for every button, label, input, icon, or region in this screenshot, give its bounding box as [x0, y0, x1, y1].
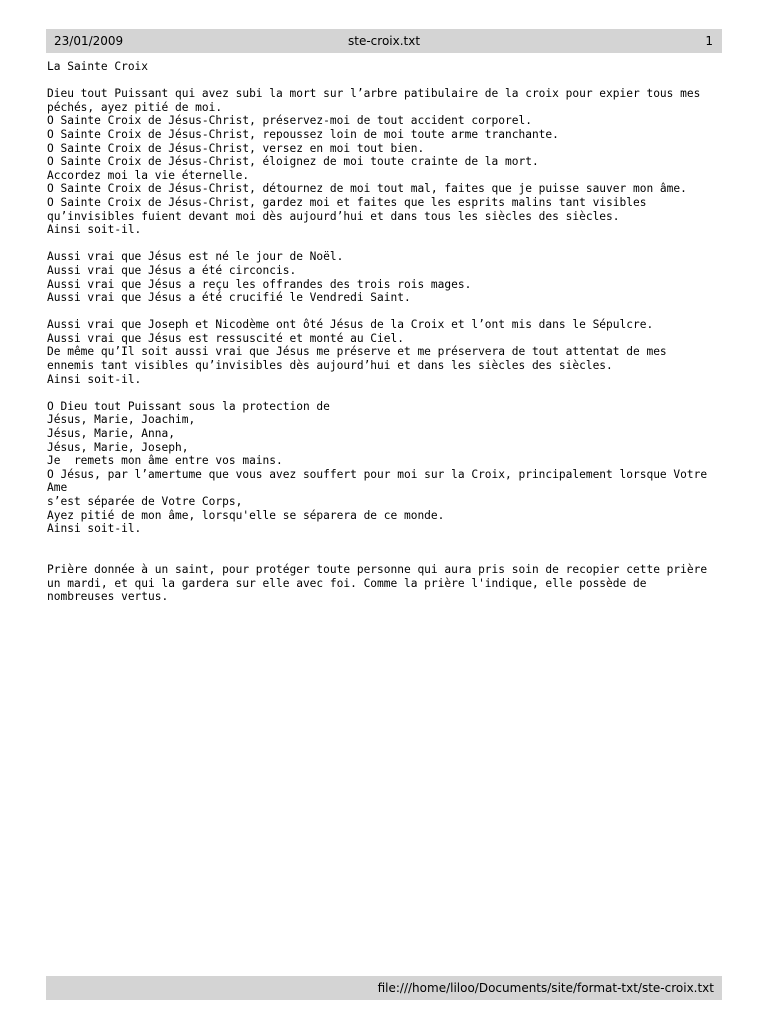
text-line: Aussi vrai que Jésus a été crucifié le Vendredi Saint.	[47, 291, 411, 305]
blank-line	[47, 549, 727, 563]
text-line: O Sainte Croix de Jésus-Christ, repoussez loin de moi toute arme tranchante.	[47, 127, 559, 141]
paragraph-aussi-vrai-1	[47, 250, 727, 304]
text-line: nombreuses vertus.	[47, 590, 169, 604]
paragraph-prayer-cross	[47, 87, 727, 237]
paragraph-protection	[47, 400, 727, 536]
paragraph-aussi-vrai-2	[47, 318, 727, 386]
text-line: ennemis tant visibles qu’invisibles dès aujourd’hui et dans les siècles des siècles.	[47, 359, 613, 373]
text-line: Aussi vrai que Jésus est né le jour de Noël.	[47, 250, 344, 264]
text-line: Aussi vrai que Jésus est ressuscité et monté au Ciel.	[47, 331, 404, 345]
text-line: O Sainte Croix de Jésus-Christ, versez en moi tout bien.	[47, 141, 425, 155]
blank-line	[47, 74, 727, 88]
header-page-number: 1	[705, 34, 713, 48]
print-footer	[46, 976, 722, 1000]
text-line: O Jésus, par l’amertume que vous avez souffert pour moi sur la Croix, principalement lorsque Votre	[47, 467, 708, 481]
text-line: Jésus, Marie, Anna,	[47, 427, 175, 441]
document-title: La Sainte Croix	[47, 60, 149, 73]
text-line: Aussi vrai que Joseph et Nicodème ont ôté Jésus de la Croix et l’ont mis dans le Sépulcre.	[47, 318, 654, 332]
text-line: O Sainte Croix de Jésus-Christ, éloignez de moi toute crainte de la mort.	[47, 155, 539, 169]
blank-line	[47, 305, 727, 319]
text-line: s’est séparée de Votre Corps,	[47, 495, 243, 508]
text-line: Jésus, Marie, Joachim,	[47, 413, 196, 427]
text-line: Aussi vrai que Jésus a reçu les offrandes des trois rois mages.	[47, 277, 472, 291]
text-line: qu’invisibles fuient devant moi dès aujourd’hui et dans tous les siècles des siècles.	[47, 209, 620, 223]
text-line: Accordez moi la vie éternelle.	[47, 168, 250, 182]
text-line: O Sainte Croix de Jésus-Christ, détournez de moi tout mal, faites que je puisse sauver mon âme.	[47, 182, 687, 196]
text-line: Ainsi soit-il.	[47, 372, 142, 386]
document-body	[47, 60, 727, 604]
text-line: Ame	[47, 481, 68, 495]
text-line: Jésus, Marie, Joseph,	[47, 440, 189, 454]
text-line: O Sainte Croix de Jésus-Christ, gardez moi et faites que les esprits malins tant visibles	[47, 195, 647, 209]
text-line: De même qu’Il soit aussi vrai que Jésus me préserve et me préservera de tout attentat de mes	[47, 345, 667, 359]
blank-line	[47, 536, 727, 550]
header-filename: ste-croix.txt	[348, 34, 421, 48]
text-line: O Dieu tout Puissant sous la protection de	[47, 399, 330, 413]
blank-line	[47, 386, 727, 400]
blank-line	[47, 237, 727, 251]
text-line: Prière donnée à un saint, pour protéger toute personne qui aura pris soin de recopier cette prière	[47, 562, 708, 576]
text-line: Ainsi soit-il.	[47, 223, 142, 237]
text-line: Ayez pitié de mon âme, lorsqu'elle se séparera de ce monde.	[47, 508, 445, 522]
text-line: Dieu tout Puissant qui avez subi la mort sur l’arbre patibulaire de la croix pour expier tous mes	[47, 87, 701, 101]
text-line: Ainsi soit-il.	[47, 522, 142, 536]
paragraph-note	[47, 563, 727, 604]
footer-file-path: file:///home/liloo/Documents/site/format-txt/ste-croix.txt	[377, 981, 714, 995]
text-line: Je remets mon âme entre vos mains.	[47, 454, 283, 468]
header-date: 23/01/2009	[54, 34, 124, 48]
text-line: un mardi, et qui la gardera sur elle avec foi. Comme la prière l'indique, elle possède de	[47, 576, 647, 590]
text-line: péchés, ayez pitié de moi.	[47, 100, 223, 114]
text-line: Aussi vrai que Jésus a été circoncis.	[47, 263, 297, 277]
print-header	[46, 29, 722, 53]
text-line: O Sainte Croix de Jésus-Christ, préservez-moi de tout accident corporel.	[47, 114, 532, 128]
